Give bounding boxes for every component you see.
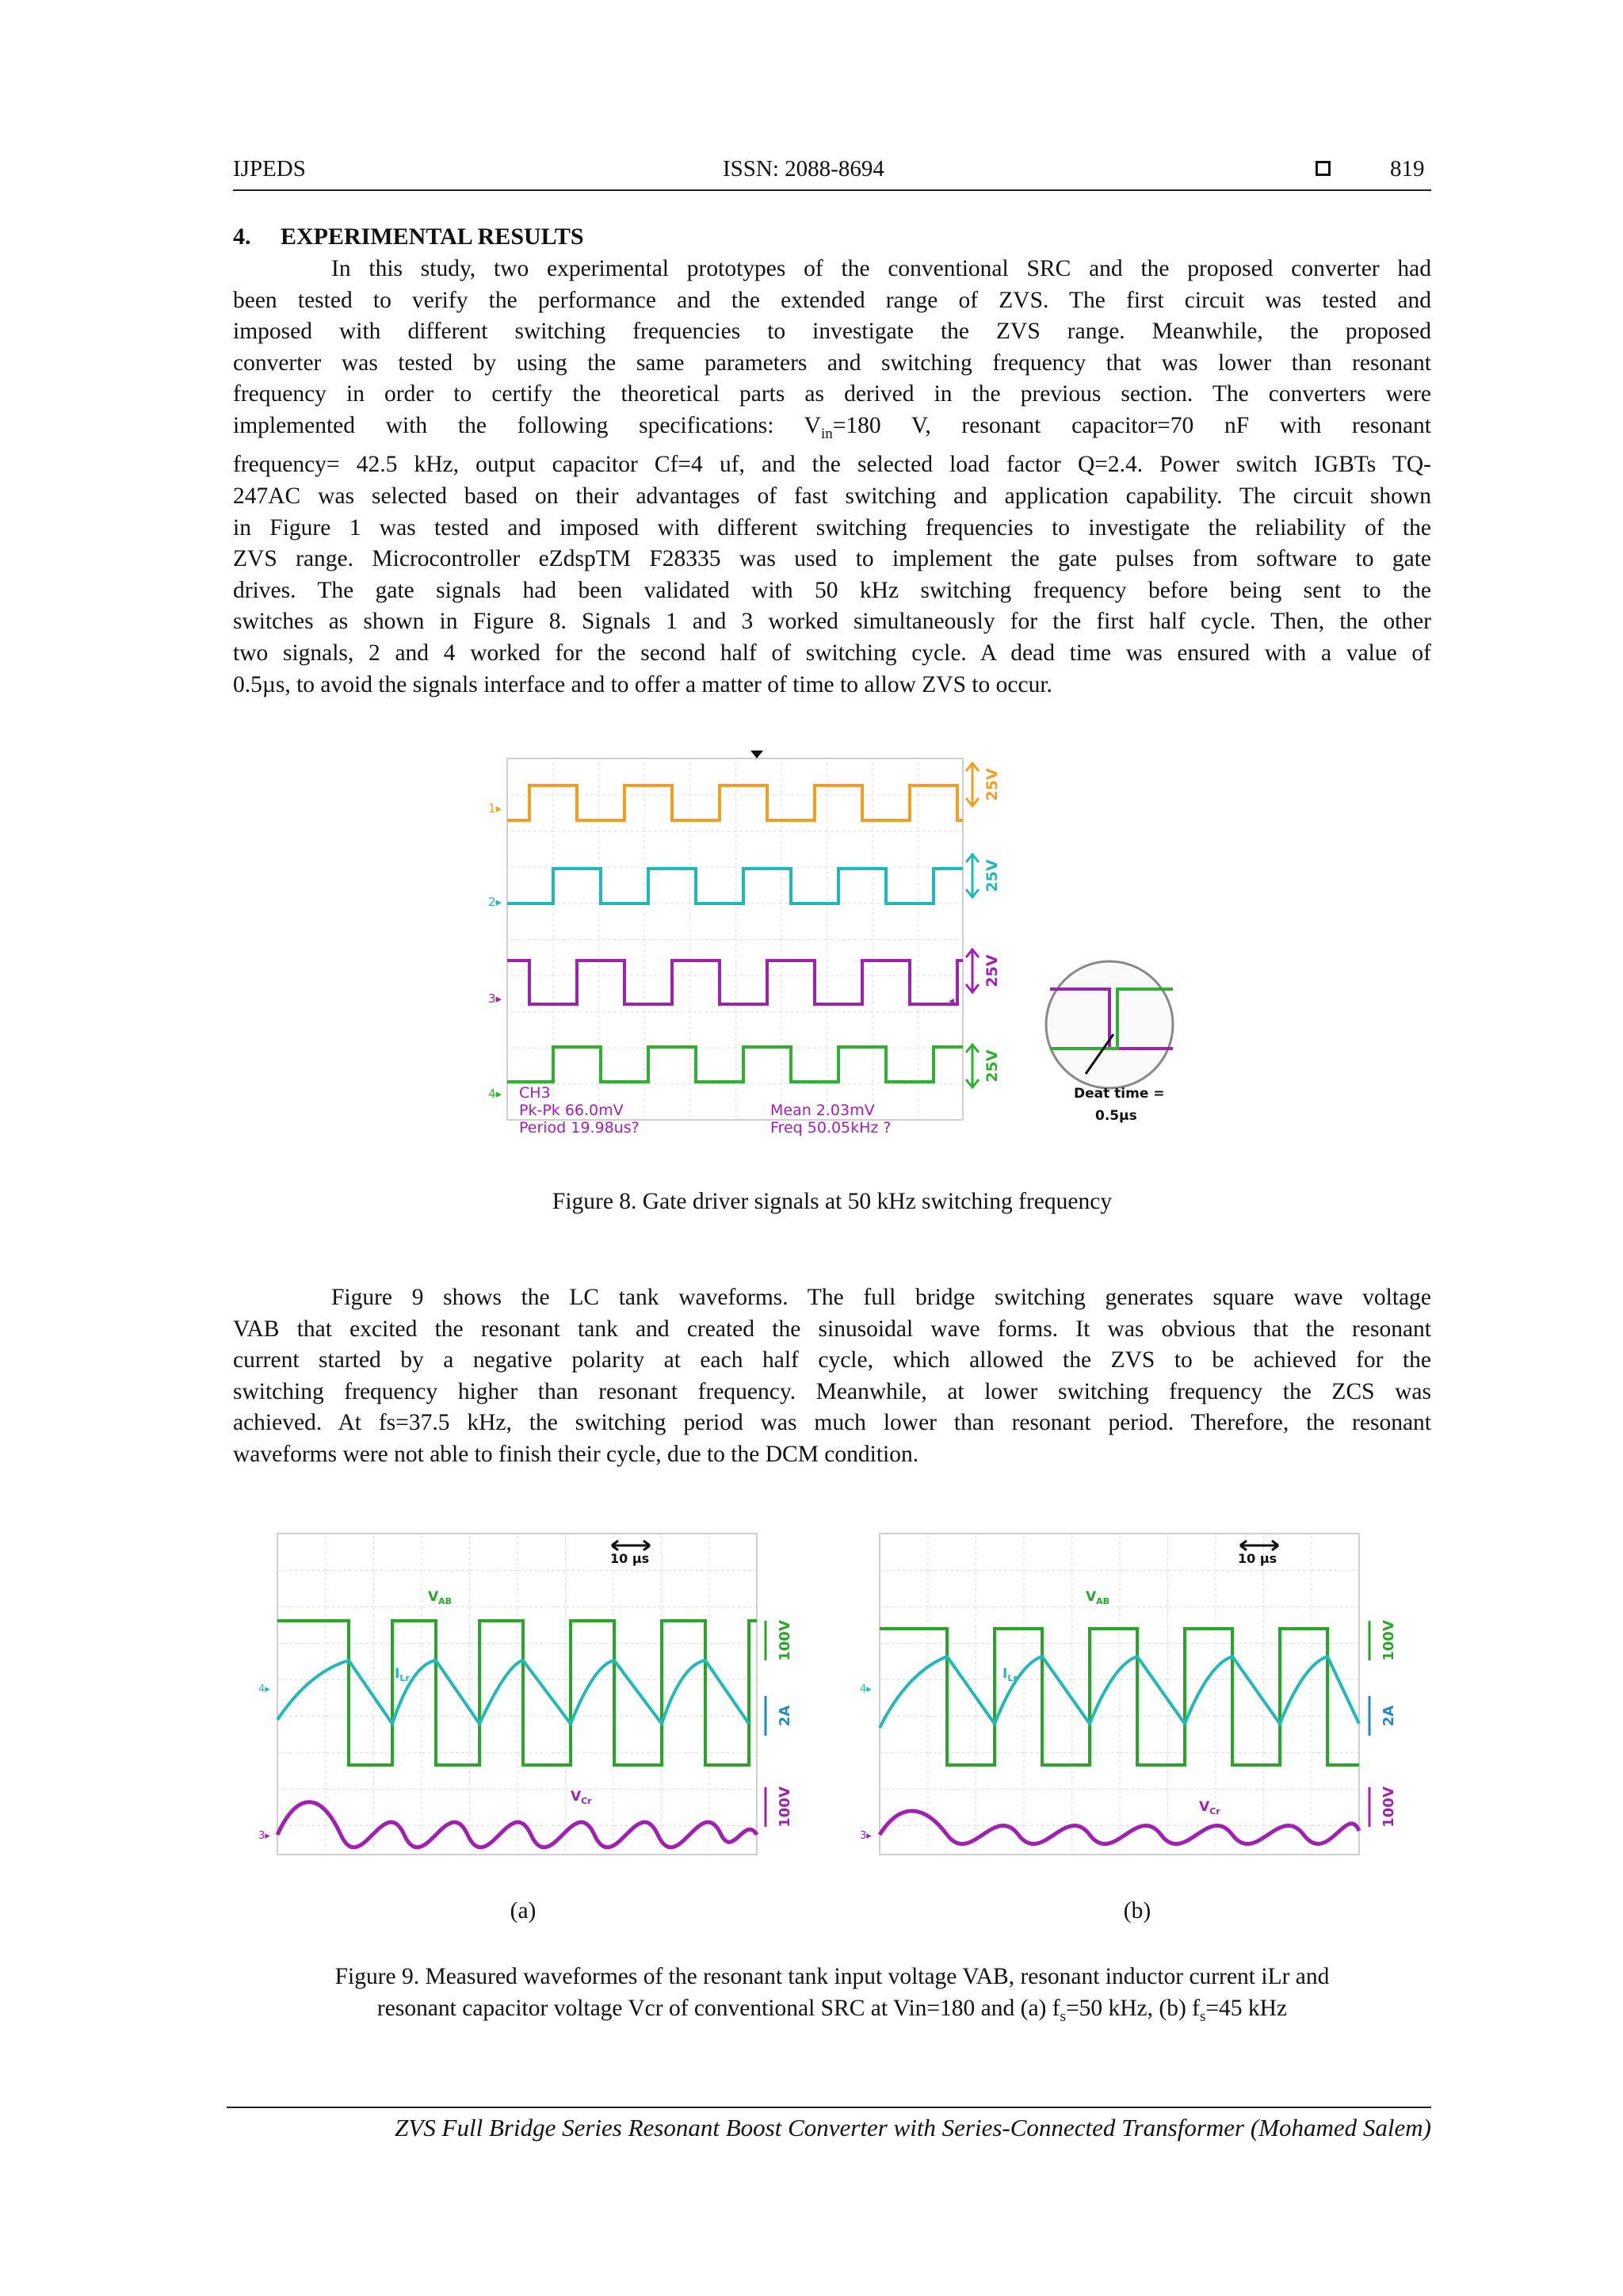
para1-line: ZVS range. Microcontroller eZdspTM F28335 was used to implement the gate pulses from software to gate xyxy=(233,546,1431,572)
scope-grid xyxy=(880,1534,1359,1855)
meas-freq: Freq 50.05kHz ? xyxy=(770,1119,892,1137)
section-heading xyxy=(233,223,584,250)
trigger-marker-icon xyxy=(750,751,763,758)
svg-text:25V: 25V xyxy=(983,859,1001,892)
channel-marker: 3▸ xyxy=(860,1830,872,1842)
figure-8-oscilloscope xyxy=(483,749,1197,1157)
svg-text:2A: 2A xyxy=(1381,1705,1397,1727)
journal-name: IJPEDS xyxy=(233,156,306,181)
para1-line: switches as shown in Figure 8. Signals 1 and 3 worked simultaneously for the first half cycle. Then, the other xyxy=(233,609,1431,635)
fig9-caption-line1: Figure 9. Measured waveformes of the resonant tank input voltage VAB, resonant inductor current iLr and xyxy=(334,1964,1330,1989)
figure-9a-oscilloscope xyxy=(254,1530,808,1862)
para2-line: VAB that excited the resonant tank and created the sinusoidal wave forms. It was obvious that the resonant xyxy=(233,1316,1431,1342)
time-scale-arrow xyxy=(610,1541,650,1566)
para1-line: frequency= 42.5 kHz, output capacitor Cf=4 uf, and the selected load factor Q=2.4. Power switch IGBTs TQ- xyxy=(233,452,1431,478)
issn: ISSN: 2088-8694 xyxy=(723,156,884,181)
vab-label: $V_{AB}$ xyxy=(1086,1589,1110,1606)
scale-label-ch4 xyxy=(966,1045,1001,1087)
channel-3-ref-icon: ◂ xyxy=(949,995,955,1007)
svg-text:2A: 2A xyxy=(777,1705,793,1727)
meas-period: Period 19.98us? xyxy=(519,1119,640,1137)
channel-marker: 3▸ xyxy=(258,1830,270,1842)
vcr-label: $V_{Cr}$ xyxy=(1199,1799,1220,1817)
para1-line: 247AC was selected based on their advantages of fast switching and application capability. The circuit shown xyxy=(233,483,1431,510)
channel-marker: 4▸ xyxy=(860,1683,872,1695)
para2-line: waveforms were not able to finish their cycle, due to the DCM condition. xyxy=(233,1441,919,1467)
paragraph-1 xyxy=(233,254,1431,701)
scale-label-vab xyxy=(1369,1620,1397,1661)
svg-text:100V: 100V xyxy=(777,1620,793,1661)
svg-text:25V: 25V xyxy=(983,954,1001,988)
para2-line: current started by a negative polarity at each half cycle, which allowed the ZVS to be achieved for the xyxy=(233,1347,1431,1373)
para2-line: switching frequency higher than resonant frequency. Meanwhile, at lower switching frequency the ZCS was xyxy=(233,1378,1431,1404)
section-number: 4. xyxy=(233,223,251,250)
vab-label: $V_{AB}$ xyxy=(428,1589,453,1606)
para1-line: In this study, two experimental prototypes of the conventional SRC and the proposed converter had xyxy=(331,256,1431,281)
scale-label-ilr xyxy=(1369,1696,1397,1736)
para1-line: imposed with different switching frequencies to investigate the ZVS range. Meanwhile, the proposed xyxy=(233,319,1431,345)
para1-line: converter was tested by using the same parameters and switching frequency that was lower than resonant xyxy=(233,350,1431,376)
meas-channel: CH3 xyxy=(519,1084,551,1102)
subfigure-a-label: (a) xyxy=(510,1898,537,1924)
dead-time-value: 0.5µs xyxy=(1095,1108,1137,1124)
channel-marker: 4▸ xyxy=(258,1683,270,1695)
dead-time-inset xyxy=(1046,961,1173,1124)
meas-mean: Mean 2.03mV xyxy=(770,1102,875,1119)
footer-rule xyxy=(227,2107,1431,2108)
svg-text:10 µs: 10 µs xyxy=(610,1551,650,1566)
scale-label-ilr xyxy=(766,1696,793,1736)
section-title: EXPERIMENTAL RESULTS xyxy=(281,223,584,250)
svg-text:25V: 25V xyxy=(983,1049,1001,1083)
scale-label-vcr xyxy=(766,1786,793,1828)
scale-label-ch3 xyxy=(966,949,1001,992)
meas-pkpk: Pk-Pk 66.0mV xyxy=(519,1102,624,1119)
para1-line: frequency in order to certify the theoretical parts as derived in the previous section. The converters were xyxy=(233,381,1431,407)
paragraph-2 xyxy=(233,1282,1431,1471)
scale-label-ch2 xyxy=(966,854,1001,897)
para1-line: been tested to verify the performance and the extended range of ZVS. The first circuit was tested and xyxy=(233,287,1431,313)
channel-3-marker: 3▸ xyxy=(488,991,502,1006)
para1-line: implemented with the following specifications: $V_{in}=180$ V, resonant capacitor=70 nF with resonant xyxy=(233,412,1431,442)
para1-line: in Figure 1 was tested and imposed with different switching frequencies to investigate the reliability of the xyxy=(233,514,1431,541)
para1-line: drives. The gate signals had been validated with 50 kHz switching frequency before being sent to the xyxy=(233,577,1431,603)
time-scale-arrow xyxy=(1238,1541,1278,1566)
svg-text:100V: 100V xyxy=(1381,1620,1397,1661)
ilr-label: $I_{Lr}$ xyxy=(1002,1666,1018,1683)
svg-text:10 µs: 10 µs xyxy=(1238,1551,1277,1566)
fig9-caption-line2: resonant capacitor voltage Vcr of conventional SRC at Vin=180 and (a) $f_s=50$ kHz, (b) $f_s=45$ kHz xyxy=(376,1996,1288,2025)
vcr-label: $V_{Cr}$ xyxy=(571,1789,592,1806)
dead-time-label: Deat time = xyxy=(1074,1086,1165,1102)
para2-line: Figure 9 shows the LC tank waveforms. The full bridge switching generates square wave voltage xyxy=(331,1285,1431,1310)
page-number: 819 xyxy=(1390,156,1425,181)
figure-9-caption xyxy=(233,1961,1431,2033)
para2-line: achieved. At fs=37.5 kHz, the switching period was much lower than resonant period. Therefore, the resonant xyxy=(233,1410,1431,1436)
para1-line: two signals, 2 and 4 worked for the second half of switching cycle. A dead time was ensured with a value of xyxy=(233,640,1431,667)
svg-text:25V: 25V xyxy=(983,768,1001,801)
square-icon xyxy=(1316,161,1331,176)
subfigure-b-label: (b) xyxy=(1123,1898,1151,1924)
running-header xyxy=(233,155,1431,191)
scale-label-ch1 xyxy=(966,763,1001,806)
scale-label-vab xyxy=(766,1620,793,1661)
channel-2-marker: 2▸ xyxy=(488,895,502,909)
svg-text:100V: 100V xyxy=(777,1786,793,1828)
figure-8-caption: Figure 8. Gate driver signals at 50 kHz switching frequency xyxy=(552,1189,1113,1214)
channel-1-marker: 1▸ xyxy=(488,801,502,816)
channel-4-marker: 4▸ xyxy=(488,1087,502,1101)
figure-9b-oscilloscope xyxy=(860,1530,1415,1862)
scale-label-vcr xyxy=(1369,1786,1397,1828)
ilr-label: $I_{Lr}$ xyxy=(395,1666,410,1683)
para1-line: 0.5µs, to avoid the signals interface and to offer a matter of time to allow ZVS to occur. xyxy=(233,671,1052,697)
running-footer: ZVS Full Bridge Series Resonant Boost Converter with Series-Connected Transformer (Mohamed Salem) xyxy=(395,2114,1431,2141)
svg-text:100V: 100V xyxy=(1381,1786,1397,1828)
